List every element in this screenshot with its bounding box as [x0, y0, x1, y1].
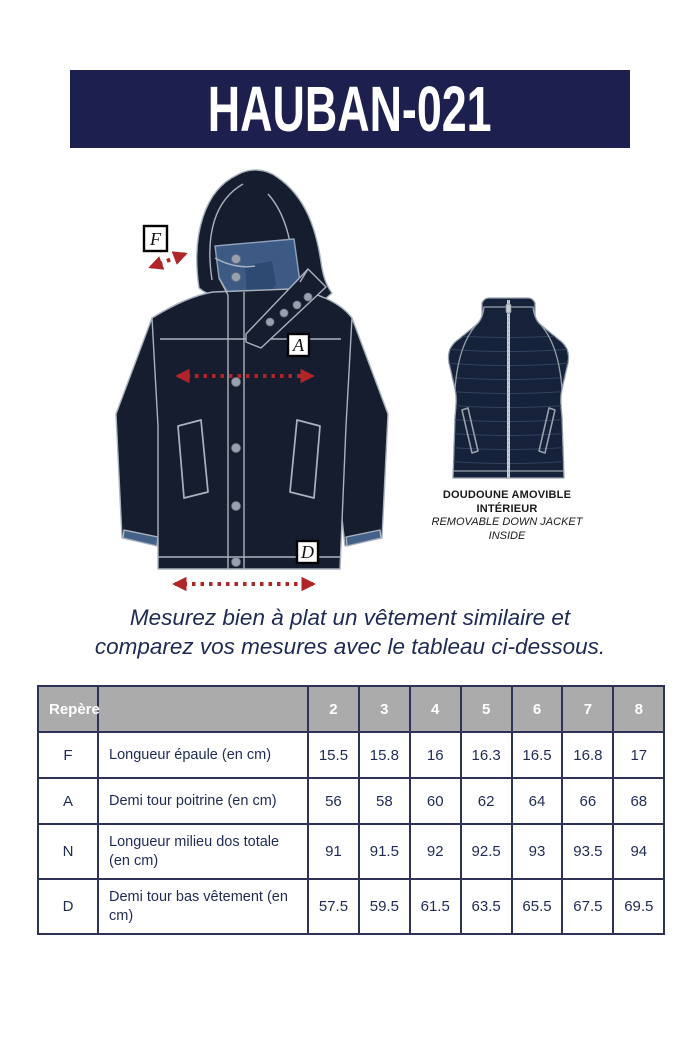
- row-value: 62: [461, 778, 512, 824]
- row-value: 67.5: [562, 879, 613, 934]
- row-value: 60: [410, 778, 461, 824]
- header-size-3: 3: [359, 686, 410, 732]
- row-label: Longueur épaule (en cm): [98, 732, 308, 778]
- measure-label-f: [144, 226, 167, 251]
- header-size-5: 5: [461, 686, 512, 732]
- header-size-4: 4: [410, 686, 461, 732]
- row-value: 15.5: [308, 732, 359, 778]
- row-value: 17: [613, 732, 664, 778]
- header-size-8: 8: [613, 686, 664, 732]
- header-size-7: 7: [562, 686, 613, 732]
- row-label: Demi tour poitrine (en cm): [98, 778, 308, 824]
- table-header-row: [38, 686, 664, 732]
- header-size-2: 2: [308, 686, 359, 732]
- row-code: F: [38, 732, 98, 778]
- vest-caption-en-line1: REMOVABLE DOWN JACKET: [431, 516, 583, 528]
- row-value: 66: [562, 778, 613, 824]
- measure-label-f-text: F: [150, 229, 161, 249]
- row-value: 63.5: [461, 879, 512, 934]
- row-value: 16.3: [461, 732, 512, 778]
- shoulder-measure-arrow: [151, 254, 185, 267]
- row-code: D: [38, 879, 98, 934]
- vest-caption-en-line2: INSIDE: [488, 529, 526, 542]
- row-value: 91.5: [359, 824, 410, 879]
- row-value: 15.8: [359, 732, 410, 778]
- measure-label-a: [288, 334, 309, 356]
- row-value: 92.5: [461, 824, 512, 879]
- row-value: 64: [512, 778, 563, 824]
- table-row-f: [38, 732, 664, 778]
- row-value: 57.5: [308, 879, 359, 934]
- row-value: 93: [512, 824, 563, 879]
- header-repere: Repère: [38, 686, 98, 732]
- row-value: 56: [308, 778, 359, 824]
- row-label: Longueur milieu dos totale (en cm): [98, 824, 308, 879]
- row-value: 65.5: [512, 879, 563, 934]
- measure-label-d: [297, 541, 318, 563]
- vest-diagram: [437, 295, 587, 490]
- table-row-a: [38, 778, 664, 824]
- measuring-instruction: [0, 603, 700, 661]
- measure-label-a-text: A: [293, 335, 304, 355]
- size-table: [37, 685, 665, 935]
- row-value: 16.5: [512, 732, 563, 778]
- row-value: 94: [613, 824, 664, 879]
- measure-label-d-text: D: [301, 542, 314, 562]
- header-size-6: 6: [512, 686, 563, 732]
- title-banner: [70, 70, 630, 148]
- row-value: 16.8: [562, 732, 613, 778]
- vest-caption-fr-line1: DOUDOUNE AMOVIBLE: [442, 489, 572, 501]
- jacket-diagram: [95, 166, 425, 611]
- header-empty: [98, 686, 308, 732]
- row-code: A: [38, 778, 98, 824]
- table-row-d: [38, 879, 664, 934]
- row-value: 59.5: [359, 879, 410, 934]
- vest-caption: [412, 489, 602, 543]
- instruction-line1: Mesurez bien à plat un vêtement similaire et: [129, 605, 571, 630]
- row-value: 91: [308, 824, 359, 879]
- row-value: 93.5: [562, 824, 613, 879]
- row-code: N: [38, 824, 98, 879]
- row-value: 16: [410, 732, 461, 778]
- row-label: Demi tour bas vêtement (en cm): [98, 879, 308, 934]
- row-value: 68: [613, 778, 664, 824]
- instruction-line2: comparez vos mesures avec le tableau ci-dessous.: [94, 634, 606, 659]
- row-value: 61.5: [410, 879, 461, 934]
- table-row-n: [38, 824, 664, 879]
- row-value: 92: [410, 824, 461, 879]
- vest-caption-fr-line2: INTÉRIEUR: [476, 502, 538, 515]
- product-title: HAUBAN-021: [208, 73, 492, 145]
- row-value: 69.5: [613, 879, 664, 934]
- row-value: 58: [359, 778, 410, 824]
